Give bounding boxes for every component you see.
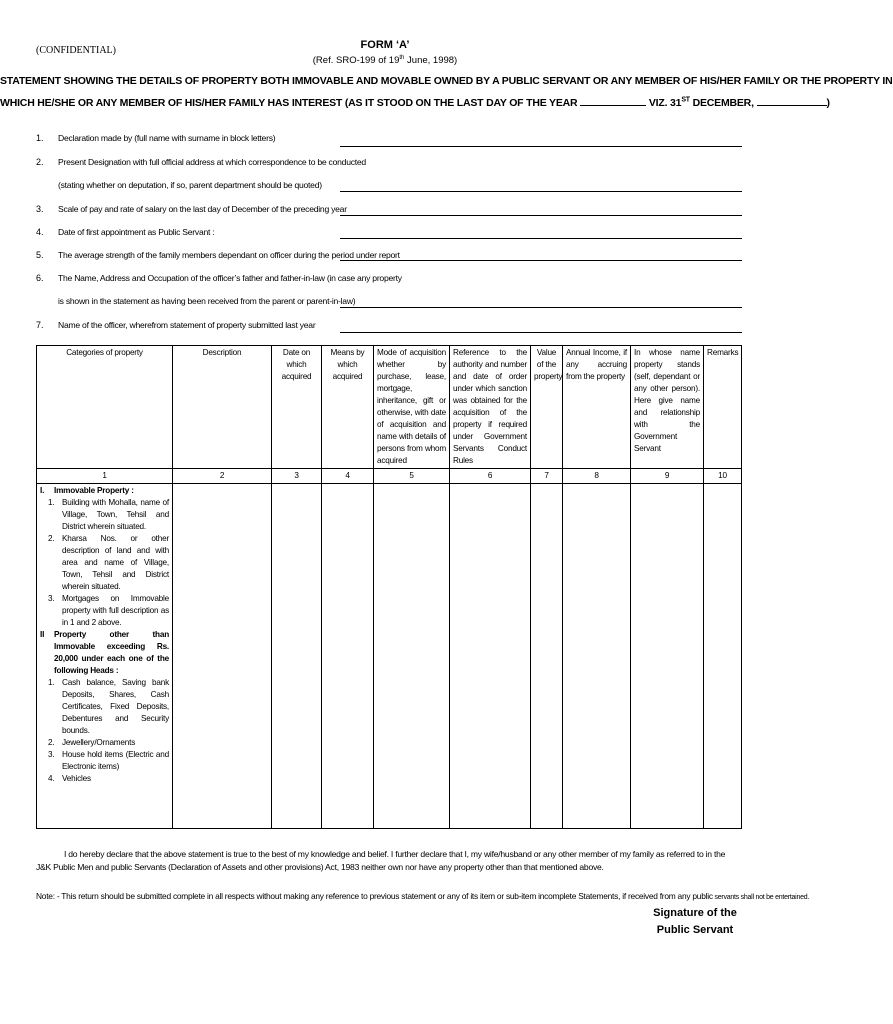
whose-name-cell[interactable] xyxy=(631,484,704,829)
mode-acquisition-cell[interactable] xyxy=(374,484,450,829)
category-item xyxy=(40,677,169,737)
ref-prefix: (Ref. SRO-199 of 19 xyxy=(312,55,400,67)
ref-suffix: June, 1998) xyxy=(404,55,458,67)
answer-line[interactable] xyxy=(340,307,742,308)
signature-block xyxy=(640,905,750,939)
item-number: 3. xyxy=(48,750,55,759)
column-header: Annual Income, if any accruing from the property xyxy=(563,346,631,469)
section-heading xyxy=(40,485,169,497)
heading-line2-part1: WHICH HE/SHE OR ANY MEMBER OF HIS/HER FAMILY HAS INTEREST (AS IT STOOD ON THE LAST DAY OF THE YEAR xyxy=(0,97,578,109)
column-number: 5 xyxy=(374,469,450,484)
declaration-text: I do hereby declare that the above statement is true to the best of my knowledge and belief. I further declare that I, my wife/husband or any other member of my family as referred to in the J&K Public Men and public Servants (Declaration of Assets and other provisions) Act, 1983 neither own nor have any property other than that mentioned above. xyxy=(36,849,726,872)
table-row xyxy=(37,484,742,829)
question-text: is shown in the statement as having been received from the parent or parent-in-law) xyxy=(58,296,356,306)
column-header: Means by which acquired xyxy=(322,346,374,469)
note-text xyxy=(36,891,810,901)
property-table xyxy=(36,345,742,829)
heading-line2-part4: ) xyxy=(826,97,830,109)
question-number: 4. xyxy=(36,227,44,237)
column-number-row xyxy=(37,469,742,484)
signature-line-1: Signature of the xyxy=(653,907,737,919)
category-item xyxy=(40,533,169,593)
item-text: Mortgages on Immovable property with full description as in 1 and 2 above. xyxy=(62,594,169,627)
note-main: Note: - This return should be submitted complete in all respects without making any reference to previous statement or any of its item or sub-item incomplete Statements, if received from any public xyxy=(36,891,713,901)
item-number: 1. xyxy=(48,678,55,687)
heading-line2-part2: VIZ. 31 xyxy=(648,97,682,109)
answer-line[interactable] xyxy=(340,260,742,261)
column-number: 1 xyxy=(37,469,173,484)
column-number: 3 xyxy=(272,469,322,484)
item-text: Cash balance, Saving bank Deposits, Shares, Cash Certificates, Fixed Deposits, Debentures and Security bounds. xyxy=(62,678,169,735)
category-item xyxy=(40,593,169,629)
remarks-cell[interactable] xyxy=(704,484,742,829)
year-field[interactable] xyxy=(580,95,646,106)
answer-line[interactable] xyxy=(340,191,742,192)
question-number: 1. xyxy=(36,133,44,143)
item-number: 4. xyxy=(48,774,55,783)
column-number: 6 xyxy=(450,469,531,484)
value-cell[interactable] xyxy=(531,484,563,829)
item-text: Building with Mohalla, name of Village, Town, Tehsil and District wherein situated. xyxy=(62,498,169,531)
column-number: 10 xyxy=(704,469,742,484)
answer-line[interactable] xyxy=(340,238,742,239)
note-small: servants shall not be entertained. xyxy=(712,894,810,901)
question-text: (stating whether on deputation, if so, parent department should be quoted) xyxy=(58,180,322,190)
item-number: 2. xyxy=(48,534,55,543)
section-number: I. xyxy=(40,486,45,495)
statement-heading-line-1: STATEMENT SHOWING THE DETAILS OF PROPERTY BOTH IMMOVABLE AND MOVABLE OWNED BY A PUBLIC SERVANT OR ANY MEMBER OF HIS/HER FAMILY OR THE PROPERTY IN xyxy=(0,75,893,87)
annual-income-cell[interactable] xyxy=(563,484,631,829)
item-text: Jewellery/Ornaments xyxy=(62,738,136,747)
table-header-row xyxy=(37,346,742,469)
section-number: II xyxy=(40,630,45,639)
description-cell[interactable] xyxy=(173,484,272,829)
category-item xyxy=(40,497,169,533)
question-text: The Name, Address and Occupation of the officer’s father and father-in-law (in case any property xyxy=(58,273,402,283)
column-header: Reference to the authority and number and date of order under which sanction was obtained for the acquisition of the property if required under Government Servants Conduct Rules xyxy=(450,346,531,469)
form-reference xyxy=(0,55,770,66)
item-number: 2. xyxy=(48,738,55,747)
question-text: Date of first appointment as Public Servant : xyxy=(58,227,215,237)
column-number: 7 xyxy=(531,469,563,484)
answer-line[interactable] xyxy=(340,215,742,216)
ref-sup: th xyxy=(399,55,405,61)
question-text: Name of the officer, wherefrom statement of property submitted last year xyxy=(58,320,316,330)
categories-cell xyxy=(37,484,173,829)
question-text: Scale of pay and rate of salary on the last day of December of the preceding year xyxy=(58,204,347,214)
item-text: Vehicles xyxy=(62,774,91,783)
december-year-field[interactable] xyxy=(757,95,827,106)
section-heading xyxy=(40,629,169,677)
item-text: Kharsa Nos. or other description of land and with area and name of Village, Town, Tehsil and District wherein situated. xyxy=(62,534,169,591)
form-title: FORM ‘A’ xyxy=(360,39,410,51)
answer-line[interactable] xyxy=(340,146,742,147)
heading-line2-part3: DECEMBER, xyxy=(692,97,754,109)
heading-line2-sup: ST xyxy=(681,96,690,104)
category-item xyxy=(40,773,169,785)
question-number: 5. xyxy=(36,250,44,260)
question-number: 3. xyxy=(36,204,44,214)
item-number: 1. xyxy=(48,498,55,507)
statement-heading-line-2 xyxy=(0,95,830,109)
column-number: 2 xyxy=(173,469,272,484)
question-number: 6. xyxy=(36,273,44,283)
question-number: 7. xyxy=(36,320,44,330)
column-number: 8 xyxy=(563,469,631,484)
section-title: Immovable Property : xyxy=(54,486,134,495)
confidential-label: (CONFIDENTIAL) xyxy=(36,45,116,56)
answer-line[interactable] xyxy=(340,332,742,333)
column-number: 4 xyxy=(322,469,374,484)
column-header: Mode of acquisition whether by purchase, lease, mortgage, inheritance, gift or otherwise, with date of acquisition and name with details of persons from whom acquired xyxy=(374,346,450,469)
category-item xyxy=(40,737,169,749)
category-item xyxy=(40,749,169,773)
column-number: 9 xyxy=(631,469,704,484)
question-text: Present Designation with full official address at which correspondence to be conducted xyxy=(58,157,366,167)
column-header: In whose name property stands (self, dependant or any other person). Here give name and relationship with the Government Servant xyxy=(631,346,704,469)
question-text: Declaration made by (full name with surname in block letters) xyxy=(58,133,276,143)
column-header: Value of the property xyxy=(531,346,563,469)
question-number: 2. xyxy=(36,157,44,167)
item-text: House hold items (Electric and Electronic items) xyxy=(62,750,169,771)
column-header: Categories of property xyxy=(37,346,173,469)
section-title: Property other than Immovable exceeding Rs. 20,000 under each one of the following Heads : xyxy=(54,630,169,675)
means-acquired-cell[interactable] xyxy=(322,484,374,829)
column-header: Date on which acquired xyxy=(272,346,322,469)
authority-reference-cell[interactable] xyxy=(450,484,531,829)
column-header: Description xyxy=(173,346,272,469)
column-header: Remarks xyxy=(704,346,742,469)
date-acquired-cell[interactable] xyxy=(272,484,322,829)
item-number: 3. xyxy=(48,594,55,603)
question-text: The average strength of the family members dependant on officer during the period under report xyxy=(58,250,400,260)
signature-line-2: Public Servant xyxy=(656,924,734,936)
